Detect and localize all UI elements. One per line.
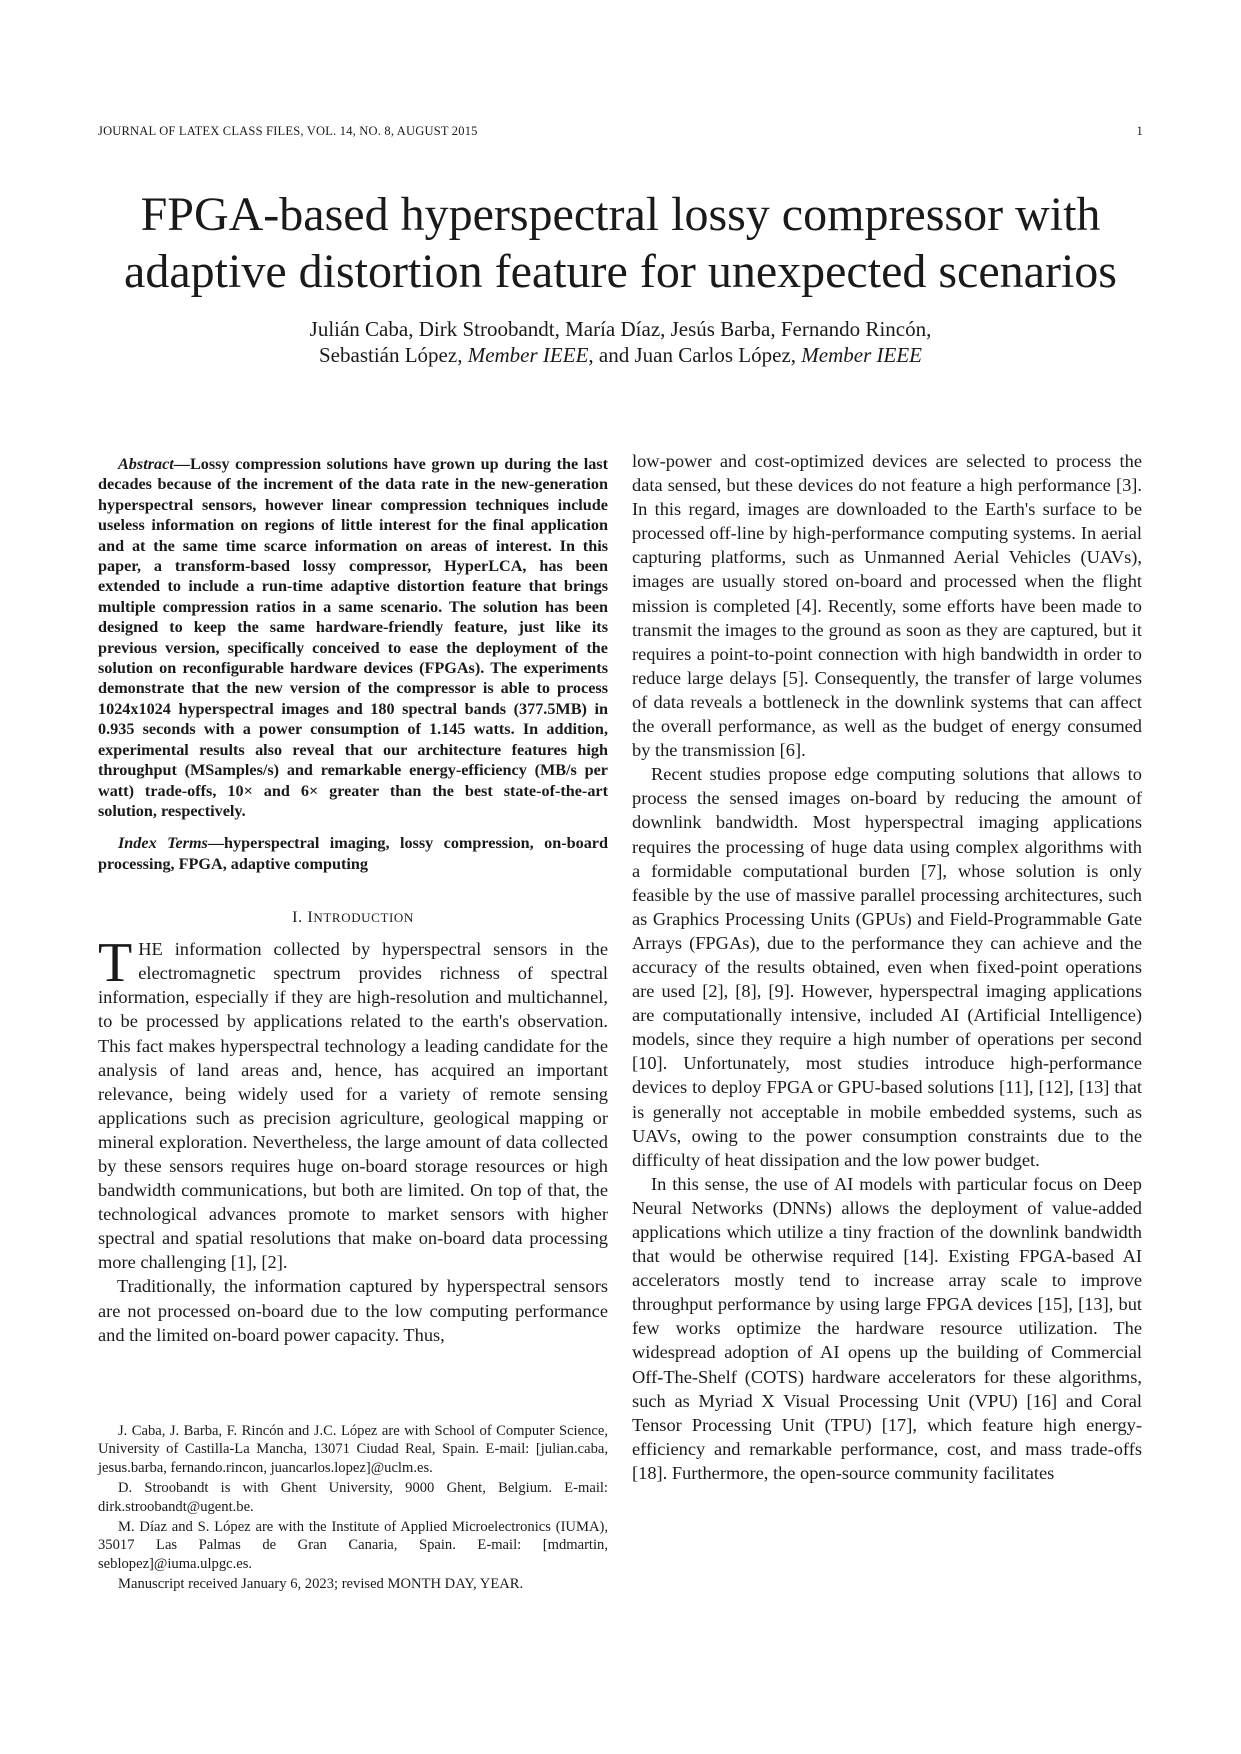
right-column: [632, 449, 1142, 1485]
section-title-rest: NTRODUCTION: [313, 910, 414, 926]
footnote-affiliation-ghent: D. Stroobandt is with Ghent University, 9000 Ghent, Belgium. E-mail: dirk.stroobandt@ugent.be.: [98, 1480, 608, 1515]
intro-paragraph-1-text: HE information collected by hyperspectral sensors in the electromagnetic spectrum provides richness of spectral information, especially if they are high-resolution and multichannel, to be processed by applications related to the earth's observation. This fact makes hyperspectral technology a leading candidate for the analysis of land areas and, hence, has acquired an important relevance, being widely used for a variety of remote sensing applications such as precision agriculture, geological mapping or mineral exploration. Nevertheless, the large amount of data collected by these sensors requires huge on-board storage resources or high bandwidth communications, but both are limited. On top of that, the technological advances promote to market sensors with higher spectral and spatial resolutions that make on-board data processing more challenging [1], [2].: [98, 939, 608, 1273]
authors-line-2: [98, 342, 1143, 368]
author-membership: Member IEEE: [801, 343, 922, 367]
section-number: I.: [292, 908, 308, 927]
footnotes: [98, 1422, 608, 1596]
authors-line-1: Julián Caba, Dirk Stroobandt, María Díaz, Jesús Barba, Fernando Rincón,: [309, 317, 932, 341]
abstract-label: Abstract: [118, 455, 174, 473]
right-paragraph-2: Recent studies propose edge computing solutions that allows to process the sensed images on-board by reducing the amount of downlink bandwidth. Most hyperspectral imaging applications requires the processing of huge data using complex algorithms with a formidable computational burden [7], whose solution is only feasible by the use of massive parallel processing architectures, such as Graphics Processing Units (GPUs) and Field-Programmable Gate Arrays (FPGAs), due to the performance they can achieve and the accuracy of the results obtained, even when fixed-point operations are used [2], [8], [9]. However, hyperspectral imaging applications are computationally intensive, included AI (Artificial Intelligence) models, since they require a high number of operations per second [10]. Unfortunately, most studies introduce high-performance devices to deploy FPGA or GPU-based solutions [11], [12], [13] that is generally not acceptable in mobile embedded systems, such as UAVs, owing to the power consumption constraints due to the difficulty of heat dissipation and the low power budget.: [632, 764, 1142, 1170]
index-terms-label: Index Terms: [118, 834, 208, 853]
intro-paragraph-2: Traditionally, the information captured by hyperspectral sensors are not processed on-board due to the low computing performance and the limited on-board power capacity. Thus,: [98, 1276, 608, 1345]
footnote-affiliation-uclm: J. Caba, J. Barba, F. Rincón and J.C. López are with School of Computer Science, University of Castilla-La Mancha, 13071 Ciudad Real, Spain. E-mail: [julian.caba, jesus.barba, fernando.rincon, juancarlos.lopez]@uclm.es.: [98, 1423, 608, 1476]
author-list: [98, 316, 1143, 368]
right-paragraph-3: In this sense, the use of AI models with particular focus on Deep Neural Networks (DNNs) allows the deployment of value-added applications which utilize a tiny fraction of the downlink bandwidth that would be otherwise required [14]. Existing FPGA-based AI accelerators mostly tend to increase array scale to improve throughput performance by using large FPGA devices [15], [13], but few works optimize the hardware resource utilization. The widespread adoption of AI opens up the building of Commercial Off-The-Shelf (COTS) hardware accelerators for these algorithms, such as Myriad X Visual Processing Unit (VPU) [16] and Coral Tensor Processing Unit (TPU) [17], which feature high energy-efficiency and remarkable performance, cost, and mass trade-offs [18]. Furthermore, the open-source community facilitates: [632, 1173, 1142, 1483]
index-terms: [98, 833, 608, 874]
author-membership: Member IEEE: [467, 343, 589, 367]
abstract: [98, 454, 608, 821]
footnote-affiliation-iuma: M. Díaz and S. López are with the Institute of Applied Microelectronics (IUMA), 35017 Las Palmas de Gran Canaria, Spain. E-mail: [mdmartin, seblopez]@iuma.ulpgc.es.: [98, 1519, 608, 1572]
author-name: Sebastián López,: [319, 343, 468, 367]
section-title-initial: I: [307, 908, 314, 927]
author-name: , and Juan Carlos López,: [588, 343, 802, 367]
running-head: [98, 124, 1143, 142]
paper-title: FPGA-based hyperspectral lossy compressor with adaptive distortion feature for unexpected scenarios: [124, 188, 1117, 298]
drop-cap: T: [98, 932, 133, 995]
footnote-manuscript-dates: Manuscript received January 6, 2023; revised MONTH DAY, YEAR.: [118, 1576, 524, 1593]
right-paragraph-1: low-power and cost-optimized devices are selected to process the data sensed, but these devices do not feature a high performance [3]. In this regard, images are downloaded to the Earth's surface to be processed off-line by high-performance computing systems. In aerial capturing platforms, such as Unmanned Aerial Vehicles (UAVs), images are usually stored on-board and processed when the flight mission is completed [4]. Recently, some efforts have been made to transmit the images to the ground as soon as they are captured, but it requires a point-to-point connection with high bandwidth in order to reduce large delays [5]. Consequently, the transfer of large volumes of data reveals a bottleneck in the downlink systems that can affect the overall performance, as well as the budget of energy consumed by the transmission [6].: [632, 451, 1142, 761]
page-number: 1: [1136, 124, 1143, 138]
journal-header: JOURNAL OF LATEX CLASS FILES, VOL. 14, NO. 8, AUGUST 2015: [98, 124, 478, 138]
abstract-text: —Lossy compression solutions have grown up during the last decades because of the increment of the data rate in the new-generation hyperspectral sensors, however linear compression techniques include useless information on regions of little interest for the final application and at the same time scarce information on areas of interest. In this paper, a transform-based lossy compressor, HyperLCA, has been extended to include a run-time adaptive distortion feature that brings multiple compression ratios in a same scenario. The solution has been designed to keep the same hardware-friendly feature, just like its previous version, specifically conceived to ease the deployment of the solution on reconfigurable hardware devices (FPGAs). The experiments demonstrate that the new version of the compressor is able to process 1024x1024 hyperspectral images and 180 spectral bands (377.5MB) in 0.935 seconds with a power consumption of 1.145 watts. In addition, experimental results also reveal that our architecture features high throughput (MSamples/s) and remarkable energy-efficiency (MB/s per watt) trade-offs, 10× and 6× greater than the best state-of-the-art solution, respectively.: [98, 455, 608, 820]
index-terms-text: —hyperspectral imaging, lossy compression, on-board processing, FPGA, adaptive computing: [98, 834, 608, 873]
intro-paragraph-1: [98, 932, 608, 1274]
section-heading-introduction: [98, 908, 608, 927]
left-column: [98, 454, 608, 1347]
